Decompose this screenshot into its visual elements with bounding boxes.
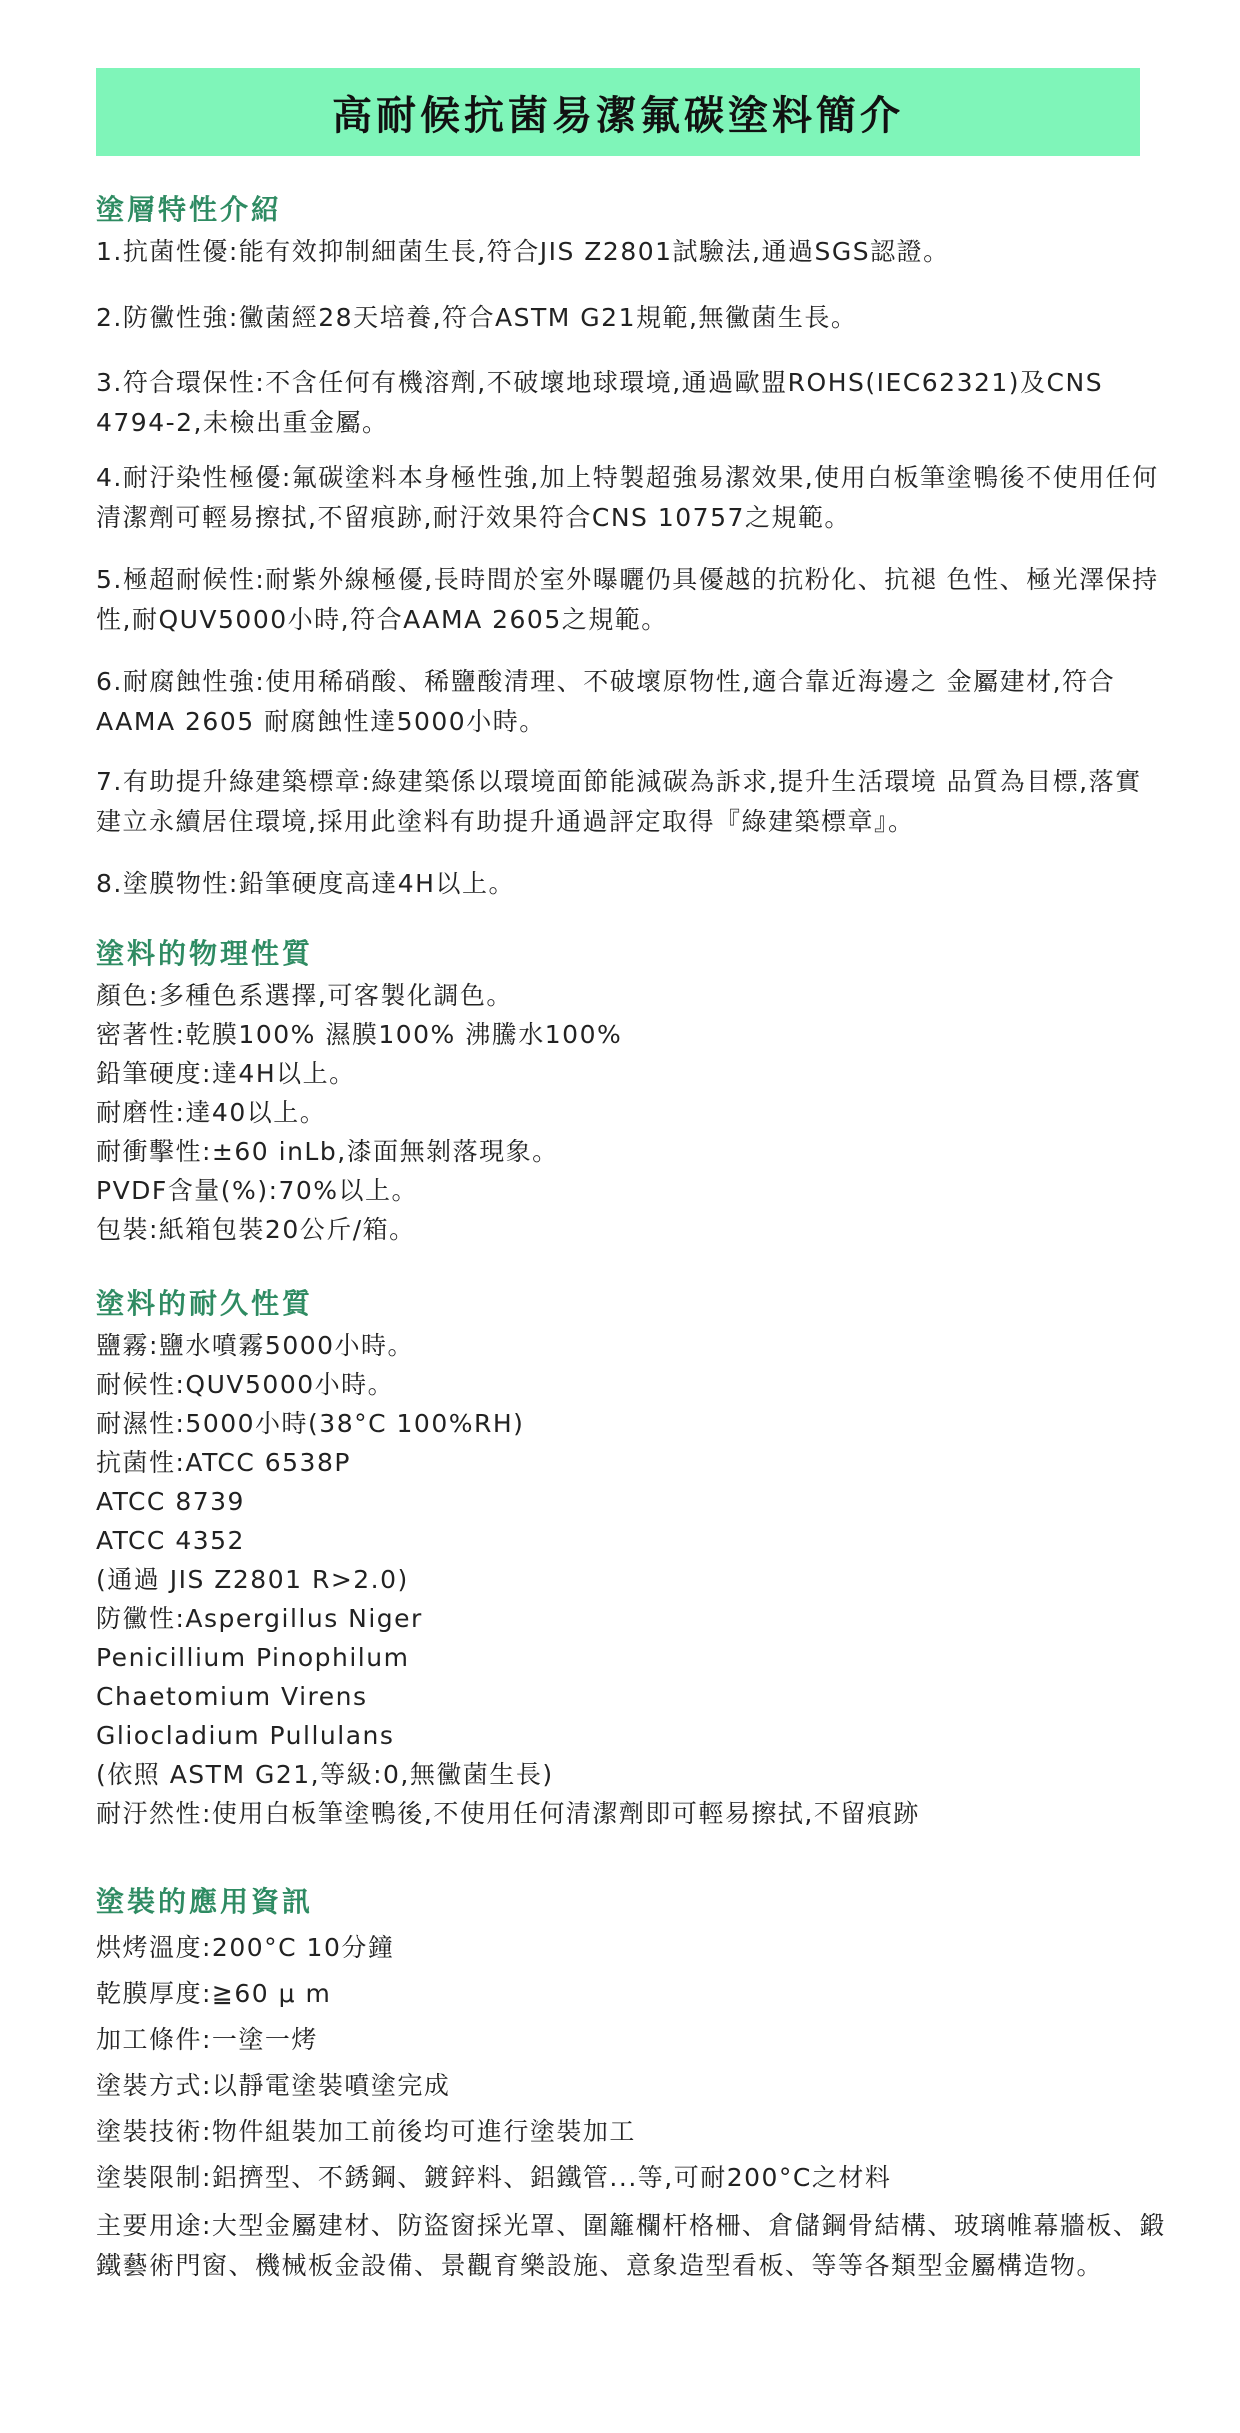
feature-item: 6.耐腐蝕性強:使用稀硝酸、稀鹽酸清理、不破壞原物性,適合靠近海邊之 金屬建材,符合AAMA 2605 耐腐蝕性達5000小時。 [96, 667, 1116, 736]
durability-property-line: 抗菌性:ATCC 6538P [96, 1448, 351, 1477]
section-heading-application: 塗裝的應用資訊 [96, 1885, 314, 1918]
physical-property-line: 耐磨性:達40以上。 [96, 1098, 327, 1127]
feature-item: 2.防黴性強:黴菌經28天培養,符合ASTM G21規範,無黴菌生長。 [96, 303, 858, 332]
section-heading-durability: 塗料的耐久性質 [96, 1287, 314, 1320]
page-title: 高耐候抗菌易潔氟碳塗料簡介 [332, 92, 904, 139]
durability-property-line: (通過 JIS Z2801 R>2.0) [96, 1565, 409, 1594]
feature-item: 5.極超耐候性:耐紫外線極優,長時間於室外曝曬仍具優越的抗粉化、抗褪 色性、極光澤保持性,耐QUV5000小時,符合AAMA 2605之規範。 [96, 565, 1159, 634]
application-info-line: 乾膜厚度:≧60 μ m [96, 1979, 332, 2008]
durability-property-line: ATCC 8739 [96, 1487, 245, 1516]
application-info-line: 塗裝限制:鋁擠型、不銹鋼、鍍鋅料、鋁鐵管...等,可耐200°C之材料 [96, 2163, 892, 2192]
feature-item: 7.有助提升綠建築標章:綠建築係以環境面節能減碳為訴求,提升生活環境 品質為目標,落實建立永續居住環境,採用此塗料有助提升通過評定取得『綠建築標章』。 [96, 767, 1142, 836]
physical-property-line: 鉛筆硬度:達4H以上。 [96, 1059, 356, 1088]
application-info-line: 塗裝方式:以靜電塗裝噴塗完成 [96, 2071, 451, 2100]
physical-property-line: 耐衝擊性:±60 inLb,漆面無剝落現象。 [96, 1137, 559, 1166]
feature-item: 8.塗膜物性:鉛筆硬度高達4H以上。 [96, 869, 515, 898]
application-info-line: 加工條件:一塗一烤 [96, 2025, 318, 2054]
feature-item: 1.抗菌性優:能有效抑制細菌生長,符合JIS Z2801試驗法,通過SGS認證。 [96, 237, 950, 266]
durability-property-line: 鹽霧:鹽水噴霧5000小時。 [96, 1331, 415, 1360]
durability-property-line: ATCC 4352 [96, 1526, 245, 1555]
durability-property-line: 耐濕性:5000小時(38°C 100%RH) [96, 1409, 525, 1438]
application-info-line: 主要用途:大型金屬建材、防盜窗採光罩、圍籬欄杆格柵、倉儲鋼骨結構、玻璃帷幕牆板、鍛鐵藝術門窗、機械板金設備、景觀育樂設施、意象造型看板、等等各類型金屬構造物。 [96, 2211, 1166, 2280]
durability-property-line: 耐候性:QUV5000小時。 [96, 1370, 395, 1399]
durability-property-line: Chaetomium Virens [96, 1682, 368, 1711]
application-info-line: 烘烤溫度:200°C 10分鐘 [96, 1933, 395, 1962]
title-banner [96, 68, 1140, 156]
durability-property-line: 防黴性:Aspergillus Niger [96, 1604, 423, 1633]
physical-property-line: 顏色:多種色系選擇,可客製化調色。 [96, 981, 513, 1010]
application-info-line: 塗裝技術:物件組裝加工前後均可進行塗裝加工 [96, 2117, 636, 2146]
section-heading-physical: 塗料的物理性質 [96, 937, 314, 970]
section-heading-features: 塗層特性介紹 [96, 193, 283, 226]
physical-property-line: 密著性:乾膜100% 濕膜100% 沸騰水100% [96, 1020, 623, 1049]
physical-property-line: 包裝:紙箱包裝20公斤/箱。 [96, 1215, 416, 1244]
feature-item: 4.耐汙染性極優:氟碳塗料本身極性強,加上特製超強易潔效果,使用白板筆塗鴨後不使用任何清潔劑可輕易擦拭,不留痕跡,耐汙效果符合CNS 10757之規範。 [96, 463, 1159, 532]
durability-property-line: Gliocladium Pullulans [96, 1721, 395, 1750]
durability-property-line: Penicillium Pinophilum [96, 1643, 410, 1672]
durability-property-line: (依照 ASTM G21,等級:0,無黴菌生長) [96, 1760, 554, 1789]
durability-property-line: 耐汙然性:使用白板筆塗鴨後,不使用任何清潔劑即可輕易擦拭,不留痕跡 [96, 1799, 920, 1828]
physical-property-line: PVDF含量(%):70%以上。 [96, 1176, 419, 1205]
feature-item: 3.符合環保性:不含任何有機溶劑,不破壞地球環境,通過歐盟ROHS(IEC62321)及CNS 4794-2,未檢出重金屬。 [96, 368, 1104, 437]
